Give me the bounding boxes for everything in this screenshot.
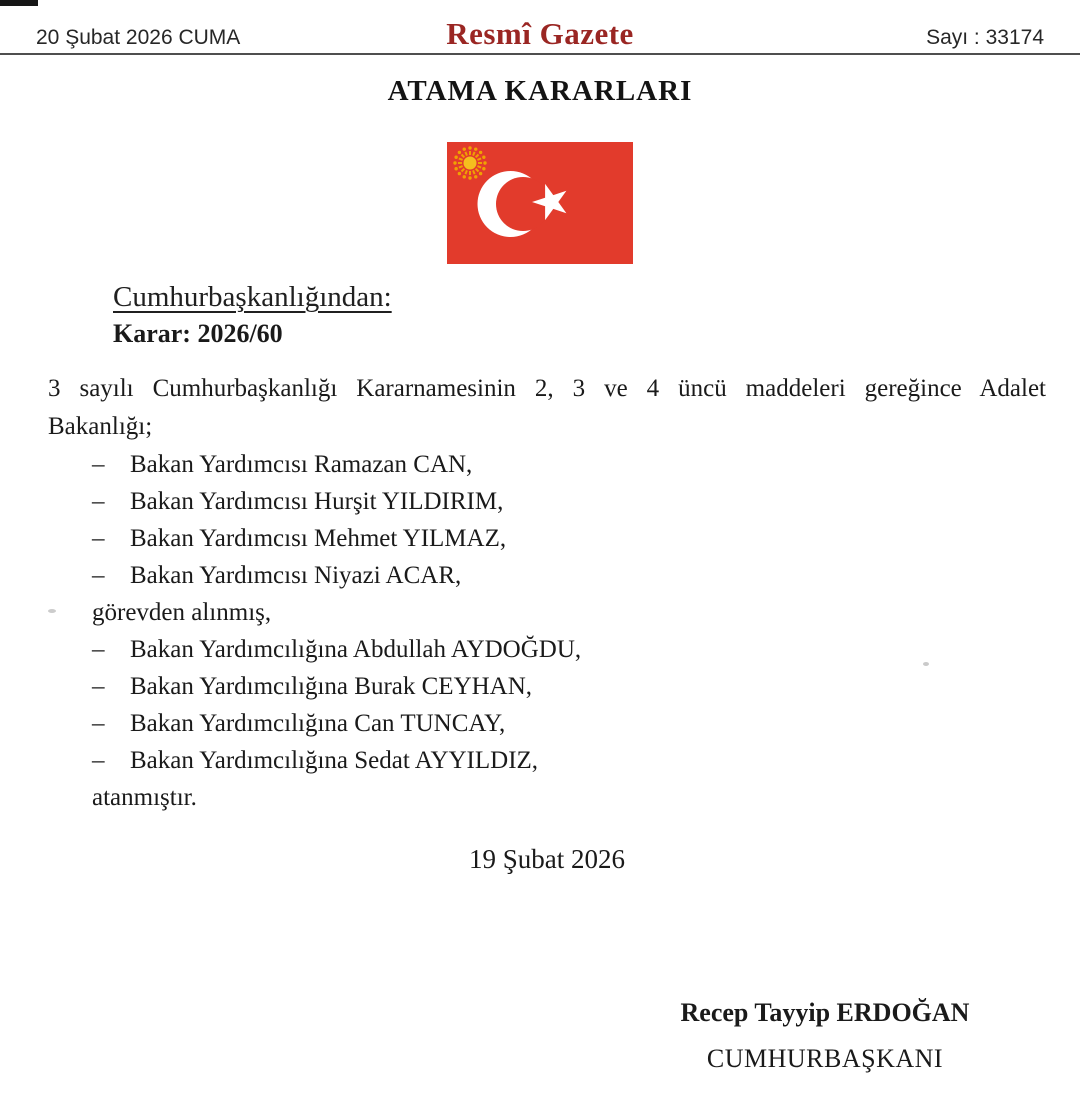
- list-item: [48, 446, 1046, 483]
- list-item: [48, 483, 1046, 520]
- dismissed-closing: görevden alınmış,: [92, 599, 272, 626]
- list-item: [48, 705, 1046, 742]
- dash-bullet: –: [92, 451, 105, 478]
- list-item: [48, 520, 1046, 557]
- dash-bullet: –: [92, 525, 105, 552]
- appointed-closing: atanmıştır.: [92, 784, 197, 811]
- dash-bullet: –: [92, 747, 105, 774]
- list-item: [48, 631, 1046, 668]
- list-item-text: Bakan Yardımcılığına Sedat AYYILDIZ,: [130, 747, 539, 774]
- list-item-text: Bakan Yardımcısı Hurşit YILDIRIM,: [130, 488, 504, 515]
- signature-block: [665, 996, 985, 1076]
- signatory-name: Recep Tayyip ERDOĞAN: [680, 998, 970, 1027]
- list-item: [48, 742, 1046, 779]
- dash-bullet: –: [92, 488, 105, 515]
- list-item: [48, 557, 1046, 594]
- list-item: [48, 668, 1046, 705]
- intro-line-2: Bakanlığı;: [48, 413, 153, 440]
- scan-artifact: [48, 609, 56, 613]
- decision-date: 19 Şubat 2026: [468, 844, 625, 874]
- issuing-authority: Cumhurbaşkanlığından:: [113, 281, 392, 313]
- list-item-text: Bakan Yardımcılığına Can TUNCAY,: [130, 710, 506, 737]
- gazette-title: Resmî Gazete: [446, 16, 634, 51]
- dash-bullet: –: [92, 636, 105, 663]
- dismissed-list: [48, 446, 1046, 816]
- list-item-text: Bakan Yardımcılığına Burak CEYHAN,: [130, 673, 533, 700]
- masthead-date: 20 Şubat 2026 CUMA: [36, 26, 241, 49]
- sun-core: [464, 157, 477, 170]
- list-item-text: Bakan Yardımcılığına Abdullah AYDOĞDU,: [130, 636, 582, 663]
- list-item-text: Bakan Yardımcısı Ramazan CAN,: [130, 451, 473, 478]
- decree-intro: [48, 370, 1046, 446]
- intro-line-1: 3 sayılı Cumhurbaşkanlığı Kararnamesinin 2, 3 ve 4 üncü maddeleri gereğince Adalet: [48, 375, 1046, 402]
- dash-bullet: –: [92, 710, 105, 737]
- section-title: ATAMA KARARLARI: [387, 75, 693, 107]
- scan-artifact-bar: [0, 0, 38, 6]
- list-item-text: Bakan Yardımcısı Niyazi ACAR,: [130, 562, 462, 589]
- decision-number: Karar: 2026/60: [113, 319, 283, 348]
- list-item-text: Bakan Yardımcısı Mehmet YILMAZ,: [130, 525, 507, 552]
- masthead-issue-number: Sayı : 33174: [926, 26, 1044, 49]
- signatory-title: CUMHURBAŞKANI: [706, 1044, 944, 1073]
- dash-bullet: –: [92, 673, 105, 700]
- decree-body: [48, 281, 1046, 1076]
- scan-artifact: [923, 662, 929, 666]
- turkish-presidential-flag-image: [447, 142, 633, 264]
- gazette-masthead: [0, 0, 1080, 55]
- dash-bullet: –: [92, 562, 105, 589]
